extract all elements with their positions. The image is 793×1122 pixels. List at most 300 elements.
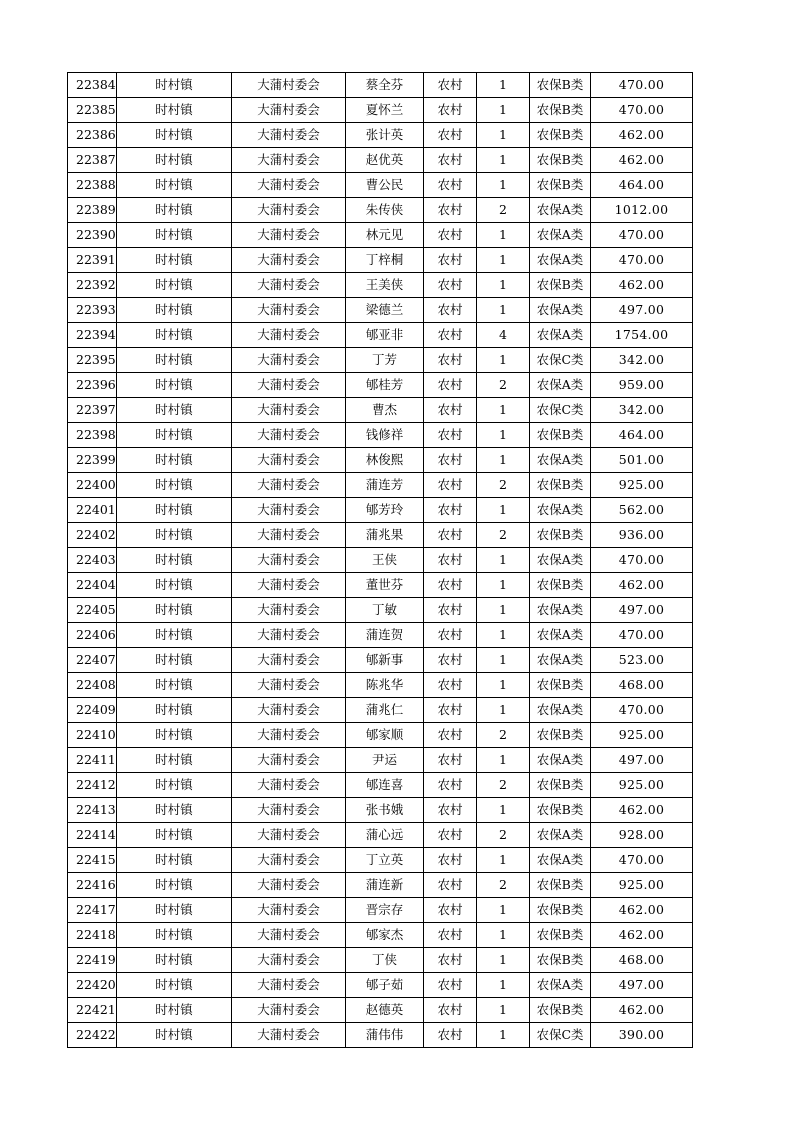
- cell-record-id: 22399: [68, 448, 117, 473]
- cell-town: 时村镇: [117, 548, 232, 573]
- cell-insurance-category: 农保A类: [530, 623, 591, 648]
- cell-household-count: 4: [477, 323, 530, 348]
- cell-household-count: 1: [477, 448, 530, 473]
- cell-record-id: 22398: [68, 423, 117, 448]
- cell-area-type: 农村: [424, 823, 477, 848]
- cell-town: 时村镇: [117, 923, 232, 948]
- cell-town: 时村镇: [117, 748, 232, 773]
- cell-insurance-category: 农保B类: [530, 98, 591, 123]
- cell-village-committee: 大蒲村委会: [232, 473, 346, 498]
- cell-amount: 470.00: [591, 848, 693, 873]
- cell-amount: 462.00: [591, 798, 693, 823]
- cell-area-type: 农村: [424, 573, 477, 598]
- cell-person-name: 钱修祥: [346, 423, 424, 448]
- cell-insurance-category: 农保B类: [530, 123, 591, 148]
- cell-area-type: 农村: [424, 348, 477, 373]
- cell-amount: 462.00: [591, 123, 693, 148]
- cell-town: 时村镇: [117, 348, 232, 373]
- cell-insurance-category: 农保A类: [530, 223, 591, 248]
- table-row: [68, 223, 693, 248]
- cell-town: 时村镇: [117, 298, 232, 323]
- cell-amount: 470.00: [591, 548, 693, 573]
- cell-area-type: 农村: [424, 448, 477, 473]
- cell-household-count: 1: [477, 1023, 530, 1048]
- cell-area-type: 农村: [424, 898, 477, 923]
- cell-amount: 464.00: [591, 423, 693, 448]
- cell-amount: 390.00: [591, 1023, 693, 1048]
- cell-village-committee: 大蒲村委会: [232, 748, 346, 773]
- cell-household-count: 1: [477, 548, 530, 573]
- cell-area-type: 农村: [424, 423, 477, 448]
- cell-person-name: 丁侠: [346, 948, 424, 973]
- table-row: [68, 823, 693, 848]
- cell-area-type: 农村: [424, 848, 477, 873]
- table-row: [68, 273, 693, 298]
- cell-amount: 462.00: [591, 273, 693, 298]
- table-row: [68, 1023, 693, 1048]
- cell-person-name: 董世芬: [346, 573, 424, 598]
- cell-village-committee: 大蒲村委会: [232, 223, 346, 248]
- cell-record-id: 22410: [68, 723, 117, 748]
- cell-village-committee: 大蒲村委会: [232, 548, 346, 573]
- cell-town: 时村镇: [117, 373, 232, 398]
- cell-record-id: 22412: [68, 773, 117, 798]
- table-row: [68, 298, 693, 323]
- cell-person-name: 王美侠: [346, 273, 424, 298]
- cell-village-committee: 大蒲村委会: [232, 848, 346, 873]
- cell-insurance-category: 农保B类: [530, 573, 591, 598]
- cell-area-type: 农村: [424, 948, 477, 973]
- cell-person-name: 晋宗存: [346, 898, 424, 923]
- cell-amount: 470.00: [591, 223, 693, 248]
- cell-household-count: 2: [477, 373, 530, 398]
- table-row: [68, 73, 693, 98]
- cell-record-id: 22414: [68, 823, 117, 848]
- cell-insurance-category: 农保A类: [530, 298, 591, 323]
- cell-household-count: 1: [477, 248, 530, 273]
- cell-village-committee: 大蒲村委会: [232, 498, 346, 523]
- cell-household-count: 1: [477, 973, 530, 998]
- cell-town: 时村镇: [117, 423, 232, 448]
- cell-insurance-category: 农保B类: [530, 898, 591, 923]
- cell-record-id: 22406: [68, 623, 117, 648]
- cell-household-count: 2: [477, 198, 530, 223]
- cell-insurance-category: 农保A类: [530, 498, 591, 523]
- cell-amount: 342.00: [591, 398, 693, 423]
- cell-village-committee: 大蒲村委会: [232, 623, 346, 648]
- table-row: [68, 148, 693, 173]
- cell-record-id: 22390: [68, 223, 117, 248]
- cell-amount: 462.00: [591, 573, 693, 598]
- table-row: [68, 123, 693, 148]
- cell-record-id: 22387: [68, 148, 117, 173]
- cell-village-committee: 大蒲村委会: [232, 73, 346, 98]
- cell-village-committee: 大蒲村委会: [232, 648, 346, 673]
- cell-person-name: 蒲兆果: [346, 523, 424, 548]
- cell-town: 时村镇: [117, 973, 232, 998]
- cell-record-id: 22394: [68, 323, 117, 348]
- cell-person-name: 郇家顺: [346, 723, 424, 748]
- table-row: [68, 373, 693, 398]
- cell-household-count: 1: [477, 998, 530, 1023]
- cell-town: 时村镇: [117, 998, 232, 1023]
- cell-amount: 925.00: [591, 773, 693, 798]
- cell-record-id: 22401: [68, 498, 117, 523]
- cell-amount: 464.00: [591, 173, 693, 198]
- cell-amount: 470.00: [591, 698, 693, 723]
- cell-village-committee: 大蒲村委会: [232, 973, 346, 998]
- cell-area-type: 农村: [424, 198, 477, 223]
- cell-amount: 462.00: [591, 898, 693, 923]
- cell-town: 时村镇: [117, 223, 232, 248]
- cell-person-name: 张计英: [346, 123, 424, 148]
- cell-record-id: 22389: [68, 198, 117, 223]
- cell-town: 时村镇: [117, 248, 232, 273]
- cell-amount: 1754.00: [591, 323, 693, 348]
- cell-village-committee: 大蒲村委会: [232, 248, 346, 273]
- cell-amount: 470.00: [591, 623, 693, 648]
- cell-town: 时村镇: [117, 823, 232, 848]
- cell-village-committee: 大蒲村委会: [232, 348, 346, 373]
- cell-village-committee: 大蒲村委会: [232, 298, 346, 323]
- cell-village-committee: 大蒲村委会: [232, 98, 346, 123]
- table-row: [68, 873, 693, 898]
- cell-town: 时村镇: [117, 473, 232, 498]
- table-row: [68, 898, 693, 923]
- cell-person-name: 赵优英: [346, 148, 424, 173]
- cell-amount: 497.00: [591, 598, 693, 623]
- cell-amount: 1012.00: [591, 198, 693, 223]
- cell-household-count: 1: [477, 98, 530, 123]
- cell-household-count: 1: [477, 923, 530, 948]
- cell-record-id: 22402: [68, 523, 117, 548]
- cell-household-count: 2: [477, 873, 530, 898]
- table-row: [68, 523, 693, 548]
- cell-area-type: 农村: [424, 698, 477, 723]
- cell-insurance-category: 农保A类: [530, 323, 591, 348]
- cell-insurance-category: 农保A类: [530, 448, 591, 473]
- cell-person-name: 夏怀兰: [346, 98, 424, 123]
- cell-household-count: 1: [477, 398, 530, 423]
- table-row: [68, 723, 693, 748]
- cell-person-name: 林元见: [346, 223, 424, 248]
- cell-record-id: 22386: [68, 123, 117, 148]
- cell-insurance-category: 农保B类: [530, 148, 591, 173]
- cell-town: 时村镇: [117, 848, 232, 873]
- cell-person-name: 丁敏: [346, 598, 424, 623]
- cell-area-type: 农村: [424, 373, 477, 398]
- cell-area-type: 农村: [424, 648, 477, 673]
- cell-amount: 497.00: [591, 973, 693, 998]
- cell-insurance-category: 农保B类: [530, 523, 591, 548]
- data-table: [67, 72, 693, 1048]
- cell-household-count: 1: [477, 148, 530, 173]
- cell-person-name: 郇子茹: [346, 973, 424, 998]
- cell-area-type: 农村: [424, 298, 477, 323]
- cell-amount: 468.00: [591, 948, 693, 973]
- cell-household-count: 2: [477, 473, 530, 498]
- cell-household-count: 1: [477, 898, 530, 923]
- cell-town: 时村镇: [117, 948, 232, 973]
- cell-amount: 925.00: [591, 473, 693, 498]
- cell-area-type: 农村: [424, 173, 477, 198]
- cell-area-type: 农村: [424, 473, 477, 498]
- cell-record-id: 22411: [68, 748, 117, 773]
- cell-person-name: 郇新事: [346, 648, 424, 673]
- table-body: [68, 73, 693, 1048]
- cell-household-count: 1: [477, 673, 530, 698]
- cell-insurance-category: 农保B类: [530, 773, 591, 798]
- table-row: [68, 748, 693, 773]
- cell-town: 时村镇: [117, 773, 232, 798]
- cell-insurance-category: 农保A类: [530, 648, 591, 673]
- cell-amount: 925.00: [591, 723, 693, 748]
- cell-person-name: 蒲兆仁: [346, 698, 424, 723]
- cell-person-name: 蔡全芬: [346, 73, 424, 98]
- cell-household-count: 1: [477, 598, 530, 623]
- cell-area-type: 农村: [424, 773, 477, 798]
- cell-amount: 470.00: [591, 248, 693, 273]
- cell-household-count: 1: [477, 798, 530, 823]
- cell-town: 时村镇: [117, 898, 232, 923]
- cell-record-id: 22400: [68, 473, 117, 498]
- cell-village-committee: 大蒲村委会: [232, 698, 346, 723]
- cell-insurance-category: 农保B类: [530, 473, 591, 498]
- cell-person-name: 郇连喜: [346, 773, 424, 798]
- cell-area-type: 农村: [424, 598, 477, 623]
- table-row: [68, 498, 693, 523]
- cell-insurance-category: 农保A类: [530, 973, 591, 998]
- cell-record-id: 22408: [68, 673, 117, 698]
- cell-amount: 925.00: [591, 873, 693, 898]
- cell-insurance-category: 农保B类: [530, 873, 591, 898]
- cell-household-count: 1: [477, 498, 530, 523]
- cell-person-name: 郇芳玲: [346, 498, 424, 523]
- cell-insurance-category: 农保B类: [530, 673, 591, 698]
- cell-household-count: 1: [477, 848, 530, 873]
- cell-person-name: 蒲连贺: [346, 623, 424, 648]
- cell-person-name: 蒲连芳: [346, 473, 424, 498]
- cell-amount: 468.00: [591, 673, 693, 698]
- cell-record-id: 22415: [68, 848, 117, 873]
- cell-village-committee: 大蒲村委会: [232, 198, 346, 223]
- cell-record-id: 22395: [68, 348, 117, 373]
- table-row: [68, 323, 693, 348]
- table-row: [68, 673, 693, 698]
- cell-household-count: 1: [477, 623, 530, 648]
- cell-person-name: 张书娥: [346, 798, 424, 823]
- cell-town: 时村镇: [117, 323, 232, 348]
- cell-record-id: 22403: [68, 548, 117, 573]
- cell-area-type: 农村: [424, 248, 477, 273]
- cell-town: 时村镇: [117, 1023, 232, 1048]
- cell-area-type: 农村: [424, 723, 477, 748]
- cell-area-type: 农村: [424, 798, 477, 823]
- cell-person-name: 林俊熙: [346, 448, 424, 473]
- cell-area-type: 农村: [424, 748, 477, 773]
- cell-household-count: 1: [477, 123, 530, 148]
- cell-village-committee: 大蒲村委会: [232, 1023, 346, 1048]
- cell-area-type: 农村: [424, 973, 477, 998]
- cell-household-count: 1: [477, 348, 530, 373]
- cell-town: 时村镇: [117, 448, 232, 473]
- table-row: [68, 798, 693, 823]
- cell-village-committee: 大蒲村委会: [232, 273, 346, 298]
- cell-record-id: 22417: [68, 898, 117, 923]
- cell-area-type: 农村: [424, 273, 477, 298]
- table-row: [68, 398, 693, 423]
- cell-person-name: 曹杰: [346, 398, 424, 423]
- cell-town: 时村镇: [117, 648, 232, 673]
- table-row: [68, 348, 693, 373]
- cell-insurance-category: 农保A类: [530, 848, 591, 873]
- cell-insurance-category: 农保A类: [530, 698, 591, 723]
- cell-household-count: 1: [477, 223, 530, 248]
- cell-area-type: 农村: [424, 148, 477, 173]
- cell-village-committee: 大蒲村委会: [232, 323, 346, 348]
- cell-town: 时村镇: [117, 723, 232, 748]
- cell-record-id: 22397: [68, 398, 117, 423]
- cell-record-id: 22407: [68, 648, 117, 673]
- cell-insurance-category: 农保B类: [530, 998, 591, 1023]
- cell-record-id: 22384: [68, 73, 117, 98]
- cell-village-committee: 大蒲村委会: [232, 148, 346, 173]
- cell-town: 时村镇: [117, 523, 232, 548]
- cell-area-type: 农村: [424, 548, 477, 573]
- cell-insurance-category: 农保C类: [530, 1023, 591, 1048]
- cell-village-committee: 大蒲村委会: [232, 873, 346, 898]
- table-row: [68, 598, 693, 623]
- cell-amount: 497.00: [591, 298, 693, 323]
- cell-village-committee: 大蒲村委会: [232, 523, 346, 548]
- cell-amount: 523.00: [591, 648, 693, 673]
- table-row: [68, 698, 693, 723]
- table-row: [68, 998, 693, 1023]
- cell-town: 时村镇: [117, 798, 232, 823]
- table-row: [68, 98, 693, 123]
- cell-town: 时村镇: [117, 623, 232, 648]
- cell-village-committee: 大蒲村委会: [232, 898, 346, 923]
- cell-record-id: 22420: [68, 973, 117, 998]
- cell-record-id: 22409: [68, 698, 117, 723]
- cell-village-committee: 大蒲村委会: [232, 573, 346, 598]
- cell-town: 时村镇: [117, 698, 232, 723]
- cell-town: 时村镇: [117, 498, 232, 523]
- table-row: [68, 173, 693, 198]
- table-row: [68, 848, 693, 873]
- table-row: [68, 248, 693, 273]
- table-row: [68, 573, 693, 598]
- cell-area-type: 农村: [424, 673, 477, 698]
- cell-person-name: 陈兆华: [346, 673, 424, 698]
- cell-record-id: 22388: [68, 173, 117, 198]
- cell-town: 时村镇: [117, 398, 232, 423]
- cell-record-id: 22404: [68, 573, 117, 598]
- cell-person-name: 蒲连新: [346, 873, 424, 898]
- cell-area-type: 农村: [424, 1023, 477, 1048]
- cell-village-committee: 大蒲村委会: [232, 773, 346, 798]
- cell-person-name: 蒲心远: [346, 823, 424, 848]
- table-row: [68, 423, 693, 448]
- cell-amount: 342.00: [591, 348, 693, 373]
- cell-person-name: 梁德兰: [346, 298, 424, 323]
- cell-insurance-category: 农保A类: [530, 373, 591, 398]
- cell-town: 时村镇: [117, 573, 232, 598]
- cell-town: 时村镇: [117, 273, 232, 298]
- cell-area-type: 农村: [424, 873, 477, 898]
- cell-insurance-category: 农保A类: [530, 248, 591, 273]
- table-row: [68, 973, 693, 998]
- cell-insurance-category: 农保A类: [530, 198, 591, 223]
- cell-household-count: 1: [477, 73, 530, 98]
- cell-town: 时村镇: [117, 598, 232, 623]
- cell-insurance-category: 农保A类: [530, 598, 591, 623]
- cell-village-committee: 大蒲村委会: [232, 123, 346, 148]
- cell-town: 时村镇: [117, 173, 232, 198]
- cell-person-name: 丁芳: [346, 348, 424, 373]
- cell-village-committee: 大蒲村委会: [232, 948, 346, 973]
- cell-area-type: 农村: [424, 123, 477, 148]
- cell-household-count: 1: [477, 948, 530, 973]
- cell-area-type: 农村: [424, 98, 477, 123]
- cell-village-committee: 大蒲村委会: [232, 723, 346, 748]
- cell-amount: 959.00: [591, 373, 693, 398]
- cell-village-committee: 大蒲村委会: [232, 673, 346, 698]
- cell-amount: 928.00: [591, 823, 693, 848]
- cell-record-id: 22418: [68, 923, 117, 948]
- cell-insurance-category: 农保A类: [530, 823, 591, 848]
- cell-person-name: 丁立英: [346, 848, 424, 873]
- cell-village-committee: 大蒲村委会: [232, 398, 346, 423]
- cell-household-count: 1: [477, 173, 530, 198]
- cell-town: 时村镇: [117, 98, 232, 123]
- cell-village-committee: 大蒲村委会: [232, 798, 346, 823]
- cell-person-name: 王侠: [346, 548, 424, 573]
- cell-town: 时村镇: [117, 198, 232, 223]
- cell-record-id: 22421: [68, 998, 117, 1023]
- cell-household-count: 1: [477, 648, 530, 673]
- cell-insurance-category: 农保B类: [530, 423, 591, 448]
- cell-town: 时村镇: [117, 73, 232, 98]
- cell-insurance-category: 农保B类: [530, 173, 591, 198]
- cell-amount: 462.00: [591, 998, 693, 1023]
- table-row: [68, 948, 693, 973]
- cell-amount: 936.00: [591, 523, 693, 548]
- cell-insurance-category: 农保A类: [530, 748, 591, 773]
- cell-amount: 462.00: [591, 923, 693, 948]
- cell-amount: 462.00: [591, 148, 693, 173]
- cell-insurance-category: 农保B类: [530, 923, 591, 948]
- cell-area-type: 农村: [424, 223, 477, 248]
- cell-person-name: 郇亚非: [346, 323, 424, 348]
- cell-person-name: 蒲伟伟: [346, 1023, 424, 1048]
- cell-household-count: 2: [477, 523, 530, 548]
- cell-village-committee: 大蒲村委会: [232, 923, 346, 948]
- cell-person-name: 尹运: [346, 748, 424, 773]
- cell-village-committee: 大蒲村委会: [232, 423, 346, 448]
- cell-household-count: 1: [477, 748, 530, 773]
- table-row: [68, 923, 693, 948]
- cell-household-count: 1: [477, 573, 530, 598]
- cell-area-type: 农村: [424, 398, 477, 423]
- cell-record-id: 22422: [68, 1023, 117, 1048]
- cell-household-count: 2: [477, 723, 530, 748]
- cell-village-committee: 大蒲村委会: [232, 373, 346, 398]
- cell-record-id: 22416: [68, 873, 117, 898]
- cell-village-committee: 大蒲村委会: [232, 823, 346, 848]
- cell-insurance-category: 农保B类: [530, 73, 591, 98]
- cell-area-type: 农村: [424, 998, 477, 1023]
